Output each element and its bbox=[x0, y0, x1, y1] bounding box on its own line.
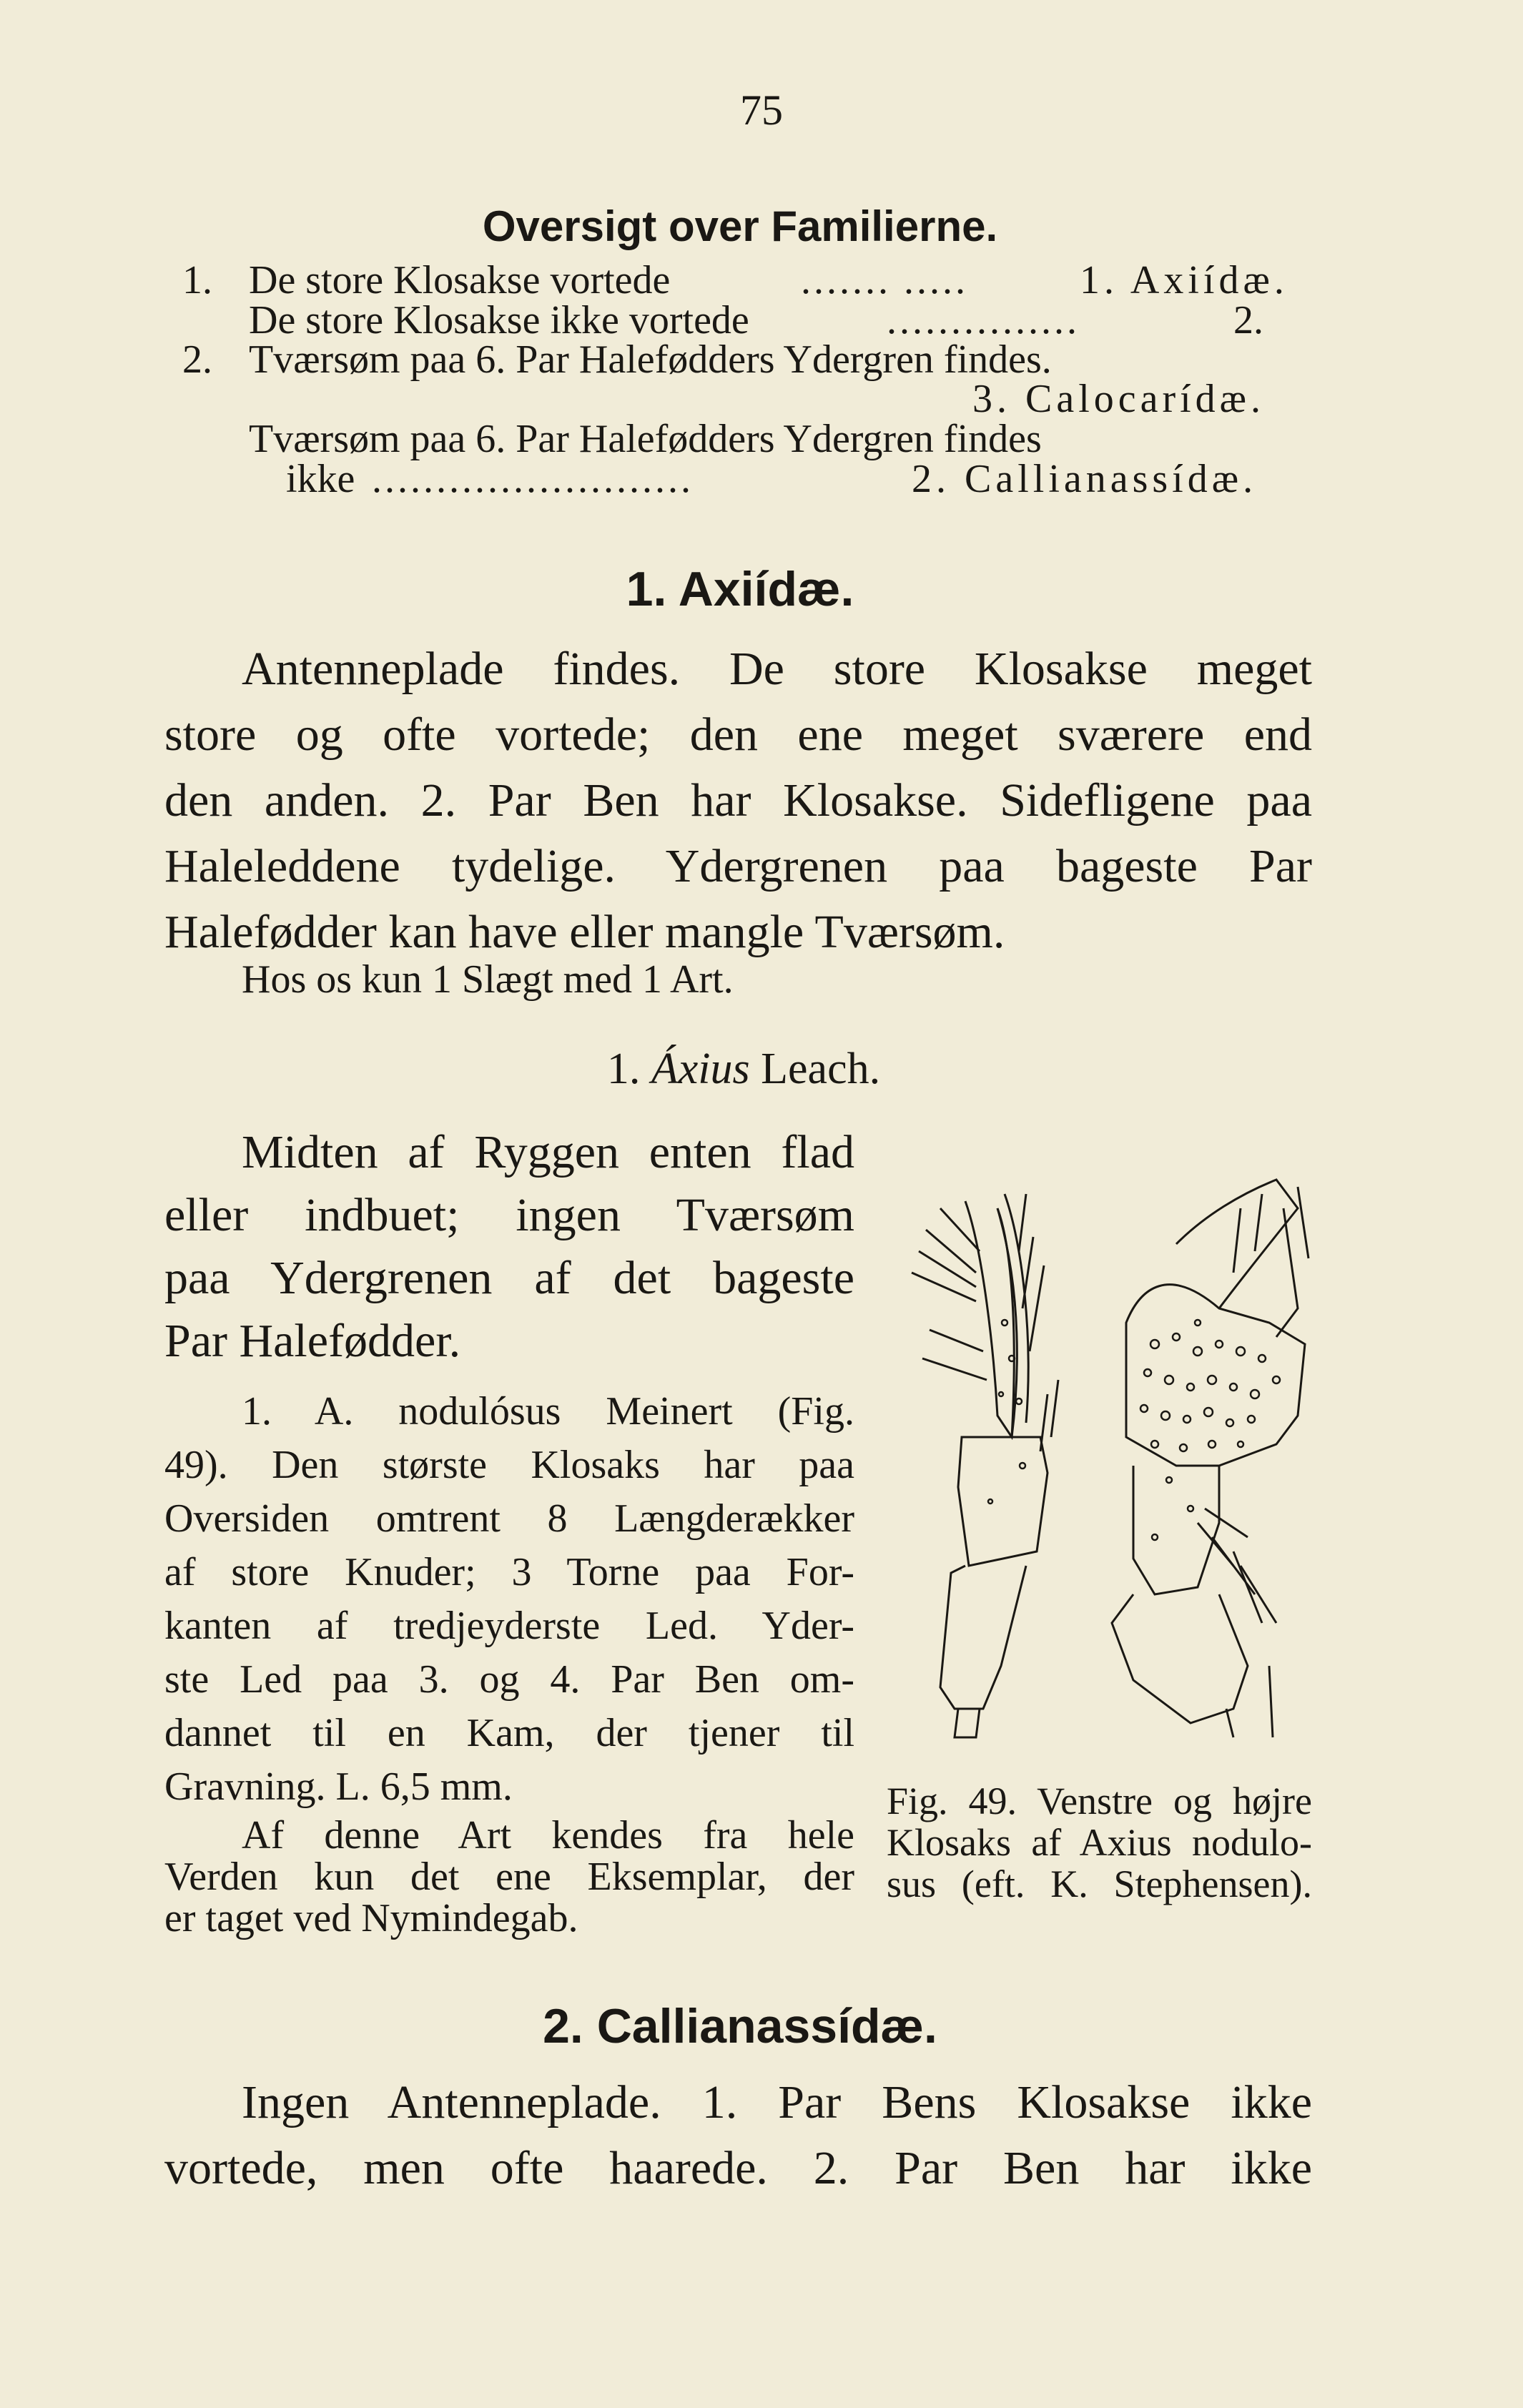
section2-line: Ingen Antenneplade. 1. Par Bens Klosakse ikke bbox=[242, 2076, 1312, 2128]
species-line: kanten af tredjeyderste Led. Yder- bbox=[164, 1604, 854, 1648]
overview-line1-text: De store Klosakse vortede bbox=[249, 258, 671, 302]
species-range-paragraph bbox=[164, 1815, 854, 1939]
overview-line1-result: 1. Axiídæ. bbox=[1080, 258, 1288, 302]
section1-heading: 1. Axiídæ. bbox=[626, 562, 854, 616]
page-number: 75 bbox=[740, 87, 783, 134]
genus-line: Midten af Ryggen enten flad bbox=[242, 1126, 854, 1178]
species-line: 49). Den største Klosaks har paa bbox=[164, 1443, 854, 1487]
genus-heading bbox=[0, 1044, 1487, 1095]
overview-line6-dots: ......................... bbox=[372, 457, 694, 501]
species-range-line: er taget ved Nymindegab. bbox=[164, 1896, 578, 1940]
genus-line: eller indbuet; ingen Tværsøm bbox=[164, 1189, 854, 1241]
figure-caption bbox=[887, 1780, 1312, 1905]
section1-line: store og ofte vortede; den ene meget sværere end bbox=[164, 709, 1312, 761]
section2-heading: 2. Callianassídæ. bbox=[543, 1999, 937, 2053]
section1-note: Hos os kun 1 Slægt med 1 Art. bbox=[242, 957, 734, 1002]
overview-line6-result: 2. Callianassídæ. bbox=[912, 457, 1258, 501]
overview-line2-result: 2. bbox=[1233, 298, 1263, 342]
species-range-line: Verden kun det ene Eksemplar, der bbox=[164, 1855, 854, 1899]
species-range-line: Af denne Art kendes fra hele bbox=[242, 1813, 854, 1857]
genus-line: paa Ydergrenen af det bageste bbox=[164, 1252, 854, 1304]
overview-title: Oversigt over Familierne. bbox=[482, 202, 998, 250]
caption-line: Fig. 49. Venstre og højre bbox=[887, 1780, 1312, 1822]
species-line: Oversiden omtrent 8 Længderækker bbox=[164, 1496, 854, 1541]
right-claw-drawing bbox=[1112, 1180, 1308, 1737]
genus-paragraph bbox=[164, 1121, 854, 1373]
overview-line2-dots: ............... bbox=[887, 298, 1080, 342]
overview-line5-text: Tværsøm paa 6. Par Halefødders Ydergren findes bbox=[249, 417, 1042, 461]
left-claw-drawing bbox=[912, 1194, 1058, 1737]
section2-line: vortede, men ofte haarede. 2. Par Ben har ikke bbox=[164, 2142, 1312, 2194]
genus-line: Par Halefødder. bbox=[164, 1315, 461, 1367]
species-line: 1. A. nodulósus Meinert (Fig. bbox=[242, 1389, 854, 1434]
overview-line1-dots: ....... ..... bbox=[801, 258, 968, 302]
caption-line: sus (eft. K. Stephensen). bbox=[887, 1862, 1312, 1905]
species-line: dannet til en Kam, der tjener til bbox=[164, 1711, 854, 1755]
species-line: af store Knuder; 3 Torne paa For- bbox=[164, 1550, 854, 1594]
claw-figure bbox=[897, 1165, 1326, 1759]
species-line: ste Led paa 3. og 4. Par Ben om- bbox=[164, 1657, 854, 1702]
section1-line: Halefødder kan have eller mangle Tværsøm. bbox=[164, 906, 1005, 958]
genus-name: Áxius bbox=[651, 1045, 750, 1093]
overview-line3-text: Tværsøm paa 6. Par Halefødders Ydergren findes. bbox=[249, 337, 1052, 382]
overview-line1-number: 1. bbox=[182, 258, 212, 302]
species-last-line: Gravning. L. 6,5 mm. bbox=[164, 1765, 513, 1809]
section1-paragraph bbox=[164, 636, 1312, 965]
overview-line2-text: De store Klosakse ikke vortede bbox=[249, 298, 749, 342]
caption-line: Klosaks af Axius nodulo- bbox=[887, 1821, 1312, 1864]
genus-author: Leach. bbox=[761, 1045, 881, 1093]
overview-line4-result: 3. Calocarídæ. bbox=[972, 377, 1266, 421]
section1-line: Haleleddene tydelige. Ydergrenen paa bageste Par bbox=[164, 840, 1312, 892]
section1-line: den anden. 2. Par Ben har Klosakse. Sidefligene paa bbox=[164, 774, 1312, 826]
overview-line3-number: 2. bbox=[182, 337, 212, 382]
species-paragraph bbox=[164, 1385, 854, 1814]
overview-line6-text: ikke bbox=[286, 457, 355, 501]
section2-paragraph bbox=[164, 2070, 1312, 2201]
section1-line: Antenneplade findes. De store Klosakse meget bbox=[242, 643, 1312, 695]
genus-number: 1. bbox=[606, 1045, 641, 1093]
